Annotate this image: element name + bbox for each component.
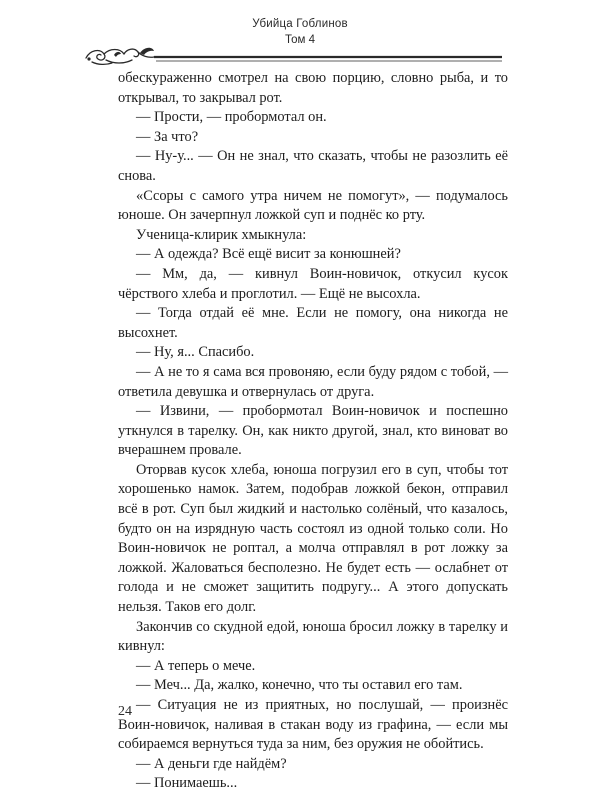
paragraph: — Прости, — пробормотал он. [136,109,327,126]
paragraph: — Ну, я... Спасибо. [136,344,255,361]
paragraph: — За что? [136,128,199,145]
page-body-text [118,69,508,794]
paragraph: — Ситуация не из приятных, но послушай, — произнёс Воин-новичок, наливая в стакан воду из графина, — если мы собираемся вернуться туда за ним, без оружия не обойтись. [118,697,508,753]
paragraph: — Меч... Да, жалко, конечно, что ты оставил его там. [136,677,463,694]
running-header [0,0,600,70]
paragraph: — А деньги где найдём? [136,755,287,772]
paragraph: — А одежда? Всё ещё висит за конюшней? [136,246,401,263]
paragraph: — Тогда отдай её мне. Если не помогу, она никогда не высохнет. [118,305,508,341]
paragraph: — А теперь о мече. [136,657,256,674]
paragraph: — А не то я сама вся провоняю, если буду рядом с тобой, — ответила девушка и отвернулась от друга. [118,363,508,400]
paragraph: — Мм, да, — кивнул Воин-новичок, откусил кусок чёрствого хлеба и проглотил. — Ещё не высохла. [118,265,508,302]
flourish-rule-ornament [84,44,504,68]
paragraph: «Ссоры с самого утра ничем не помогут», — подумалось юноше. Он зачерпнул ложкой суп и поднёс ко рту. [118,187,508,224]
book-title: Убийца Гоблинов [252,18,348,30]
paragraph: Оторвав кусок хлеба, юноша погрузил его в суп, чтобы тот хорошенько намок. Затем, подобрав ложкой бекон, отправил всё в рот. Суп был жидкий и настолько солёный, что казалось, будто он на изрядную часть состоял из одной только соли. Но Воин-новичок не роптал, а молча отправлял в рот ложку за ложкой. Жаловаться бесполезно. Не будет есть — ослабнет от голода и не сможет защитить подругу... А этого допускать нельзя. Таков его долг. [118,461,508,616]
paragraph: обескураженно смотрел на свою порцию, словно рыба, и то открывал, то закрывал рот. [118,70,508,106]
paragraph: — Ну-у... — Он не знал, что сказать, чтобы не разозлить её снова. [118,148,508,184]
paragraph: Закончив со скудной едой, юноша бросил ложку в тарелку и кивнул: [118,618,508,655]
volume-label: Том 4 [284,34,316,46]
paragraph: — Извини, — пробормотал Воин-новичок и поспешно уткнулся в тарелку. Он, как никто другой, знал, кто виноват во вчерашнем провале. [118,403,508,459]
page-number: 24 [118,704,132,719]
paragraph: Ученица-клирик хмыкнула: [136,226,307,243]
paragraph: — Понимаешь... [136,775,238,792]
